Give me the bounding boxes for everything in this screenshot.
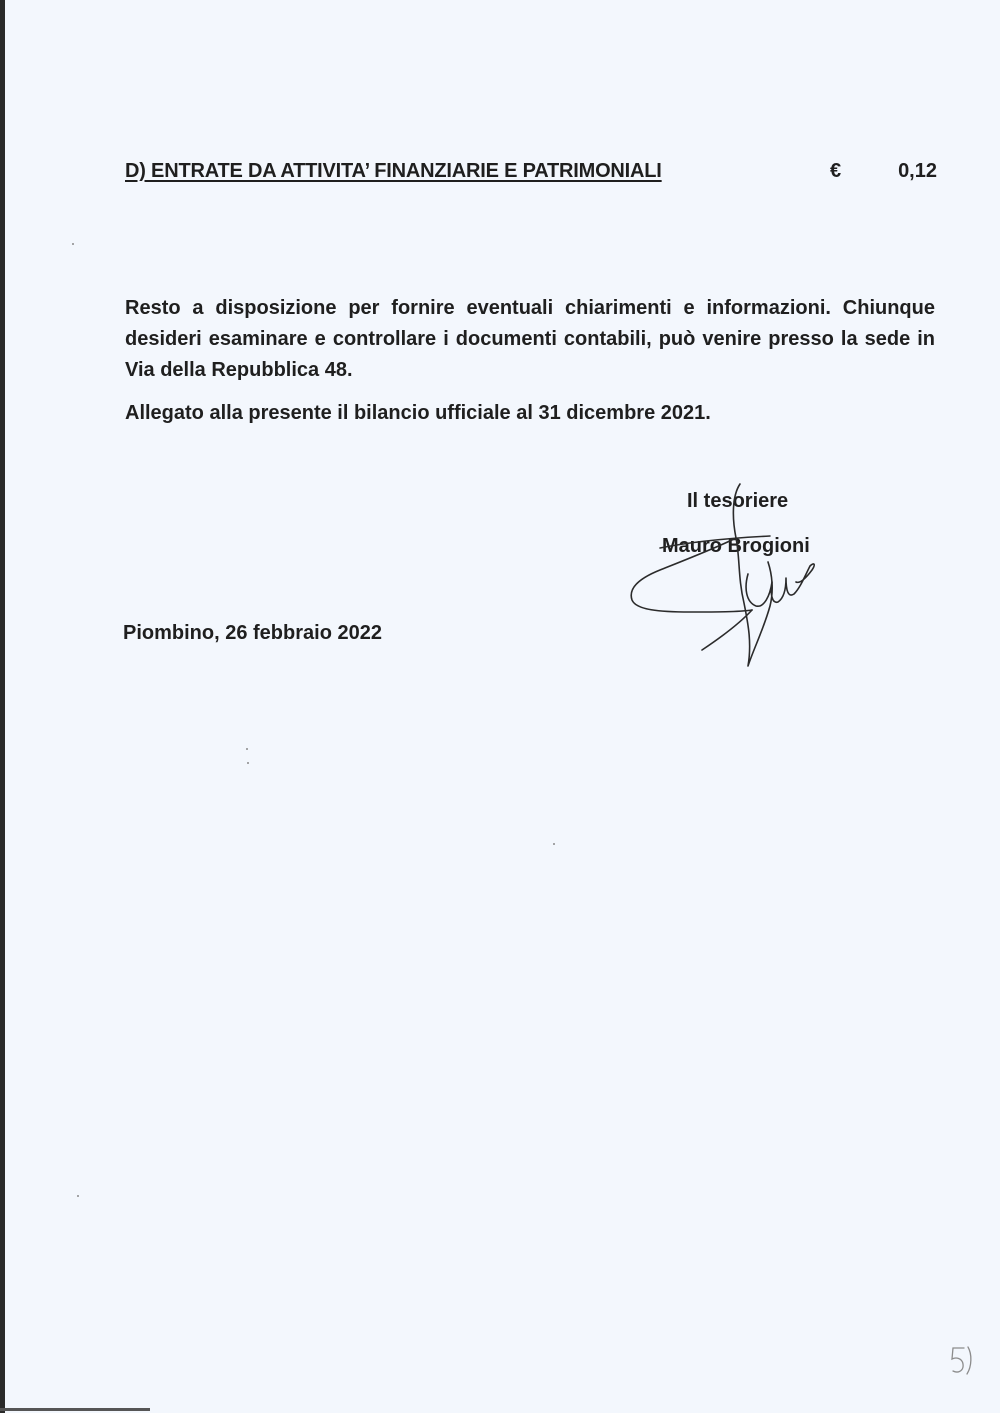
signature-title: Il tesoriere <box>687 490 789 512</box>
section-title: D) ENTRATE DA ATTIVITA’ FINANZIARIE E PATRIMONIALI <box>125 160 662 182</box>
scan-speck <box>77 1195 79 1197</box>
attachment-paragraph: Allegato alla presente il bilancio ufficiale al 31 dicembre 2021. <box>125 402 711 424</box>
signature-name: Mauro Brogioni <box>662 535 810 557</box>
contact-paragraph: Resto a disposizione per fornire eventuali chiarimenti e informazioni. Chiunque desideri esaminare e controllare i documenti contabili, può venire presso la sede in Via della Repubblica 48. <box>125 297 935 381</box>
scan-speck <box>553 843 555 845</box>
section-amount: 0,12 <box>898 160 937 182</box>
section-heading <box>125 160 937 190</box>
scan-edge-bottom <box>0 1408 150 1411</box>
place-and-date: Piombino, 26 febbraio 2022 <box>123 622 382 644</box>
handwritten-signature <box>620 478 840 673</box>
scan-edge-left <box>0 0 5 1413</box>
handwritten-page-number <box>946 1342 976 1382</box>
scan-speck <box>72 243 74 245</box>
scan-speck <box>247 762 249 764</box>
section-currency: € <box>830 160 842 182</box>
scan-speck <box>246 748 248 750</box>
